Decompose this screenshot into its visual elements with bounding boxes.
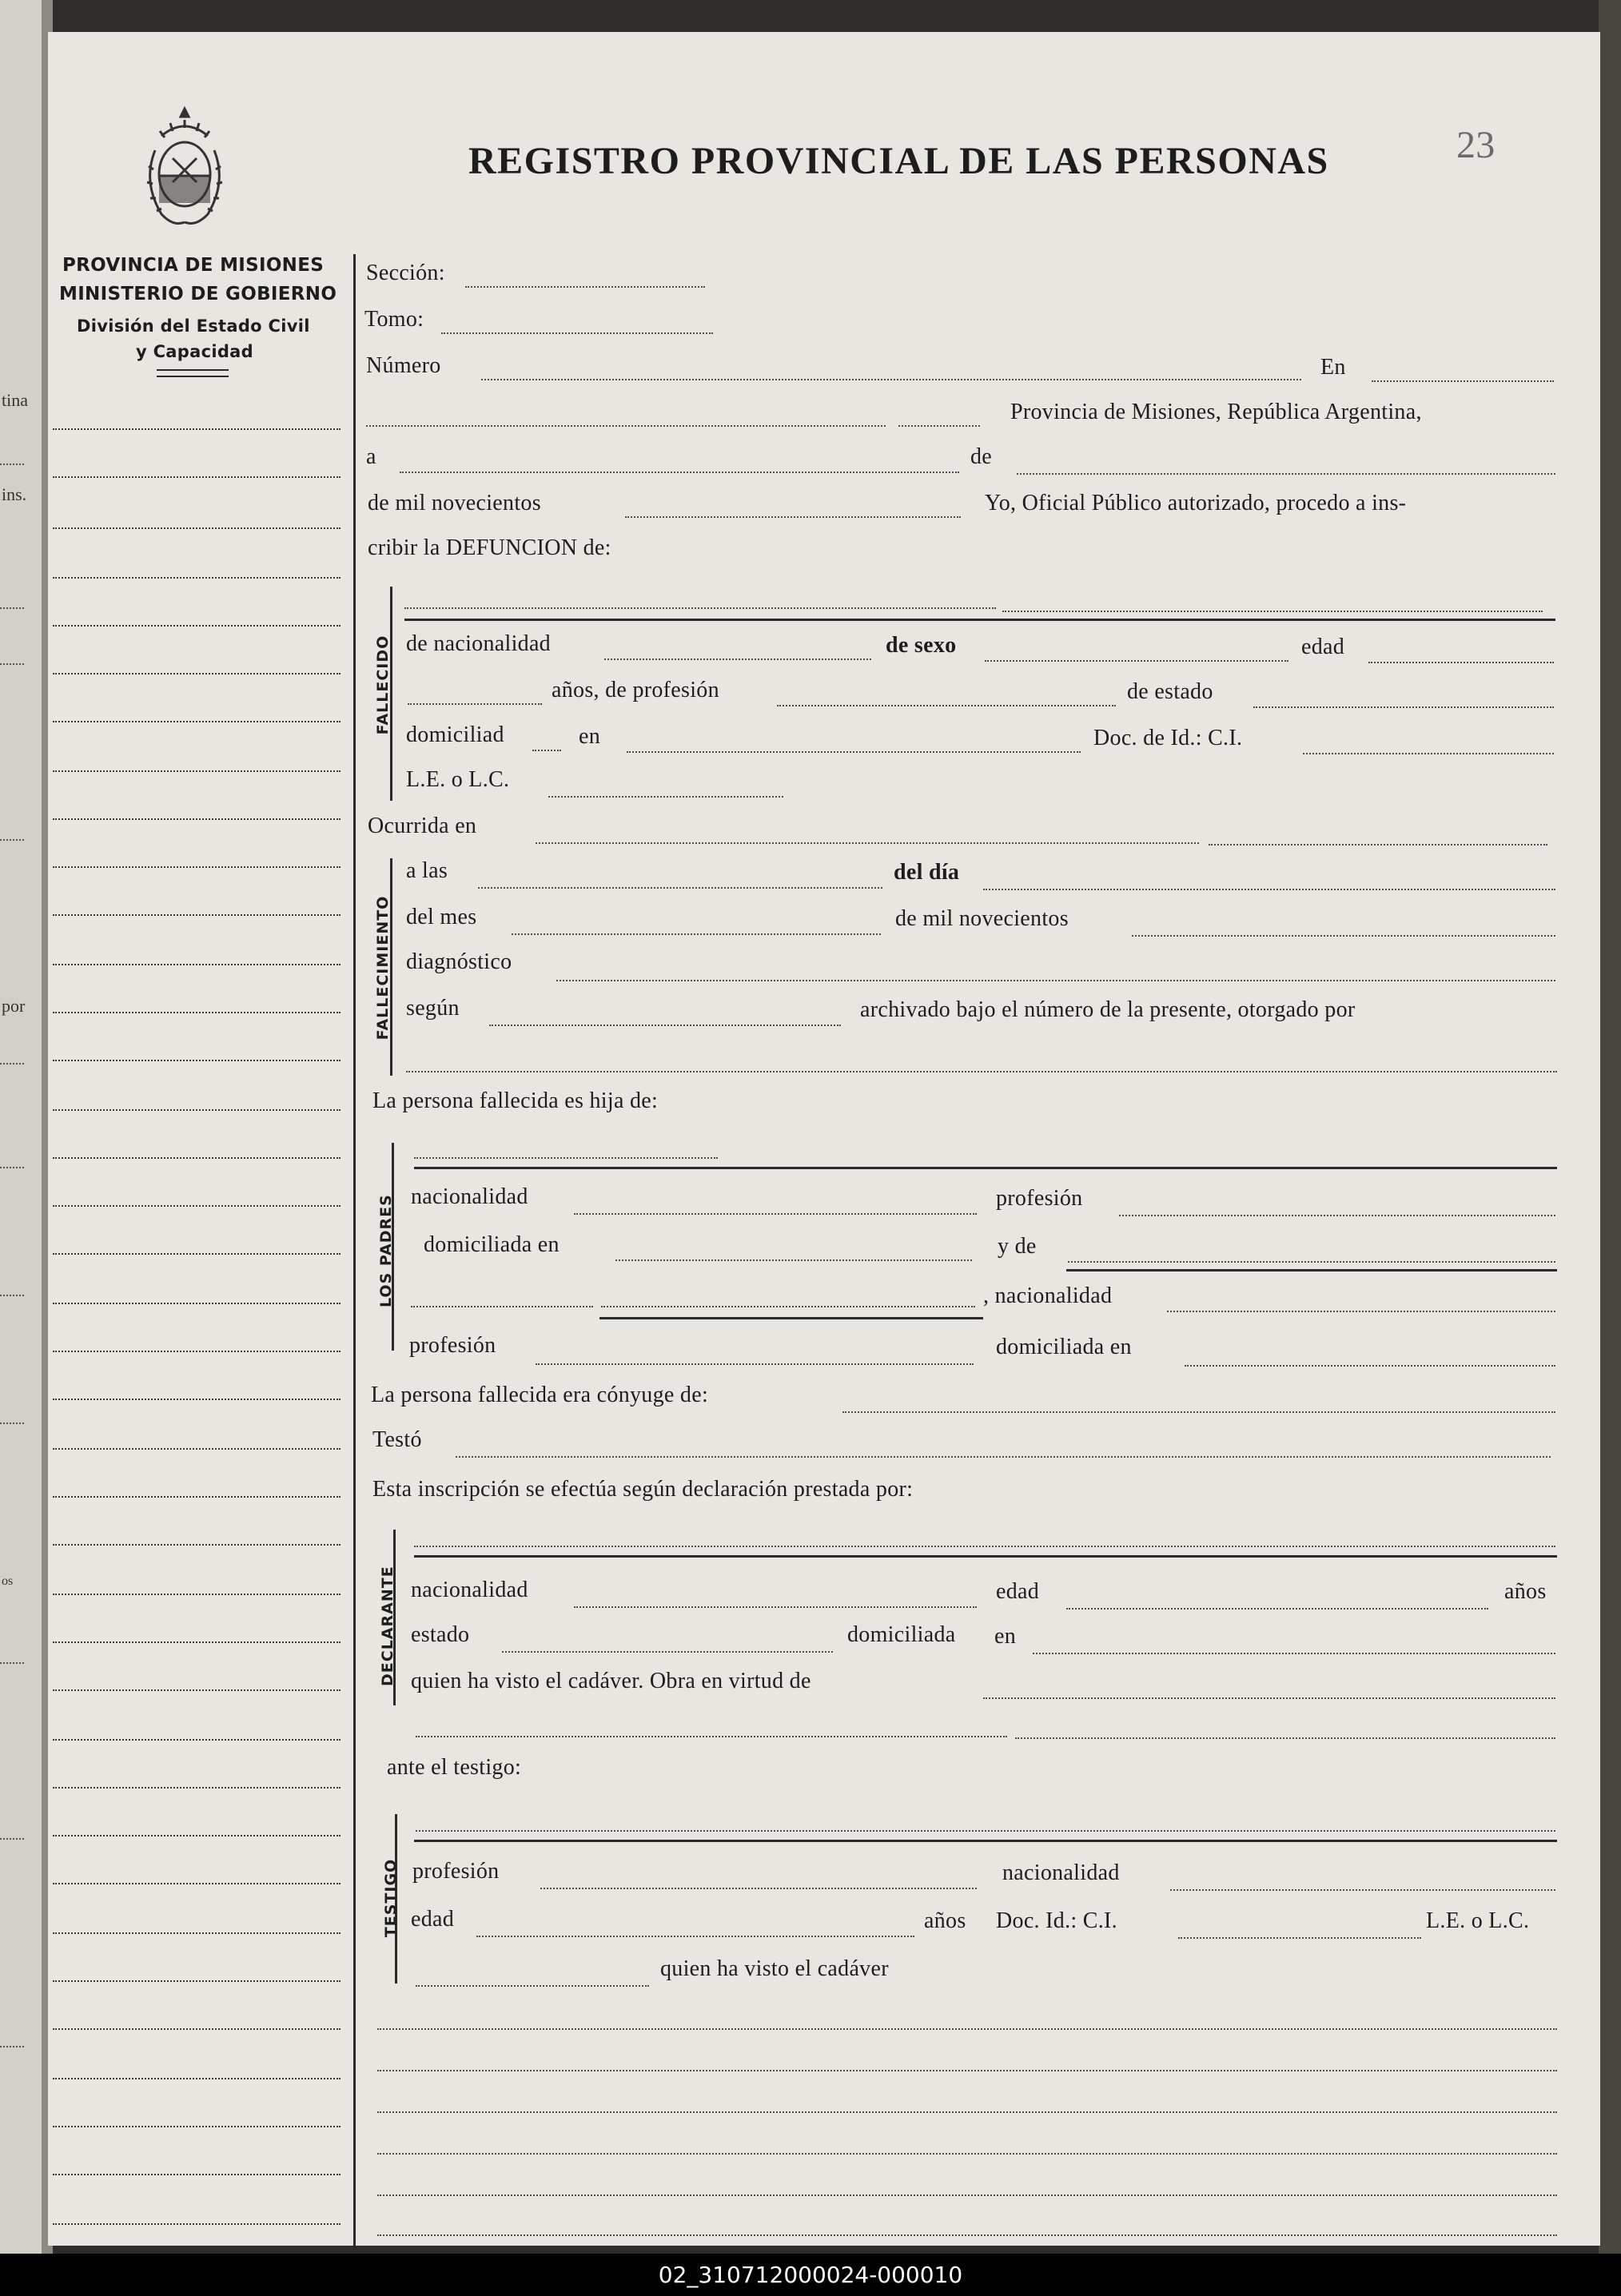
- label-le-lc-testigo: L.E. o L.C.: [1426, 1908, 1530, 1933]
- field-en[interactable]: [1372, 380, 1554, 382]
- label-cribir: cribir la DEFUNCION de:: [368, 535, 611, 560]
- field-numero[interactable]: [481, 379, 1301, 380]
- field-profesion-testigo[interactable]: [540, 1888, 977, 1889]
- label-domiciliada-en: domiciliada en: [424, 1232, 560, 1257]
- field-nacionalidad[interactable]: [604, 659, 871, 660]
- label-doc-id-testigo: Doc. Id.: C.I.: [996, 1908, 1117, 1933]
- org-division: División del Estado Civil: [77, 316, 310, 336]
- field-estado[interactable]: [1253, 706, 1554, 708]
- label-hija-de: La persona fallecida es hija de:: [372, 1088, 659, 1113]
- left-page-fragment: por: [2, 996, 26, 1016]
- field-madre[interactable]: [1068, 1261, 1555, 1263]
- field-domicilio-declarante[interactable]: [1033, 1653, 1555, 1654]
- label-yo: Yo, Oficial Público autorizado, procedo a ins-: [985, 491, 1407, 515]
- field-ci-testigo[interactable]: [1178, 1937, 1421, 1939]
- org-ministry: MINISTERIO DE GOBIERNO: [59, 284, 337, 304]
- field-dia[interactable]: [400, 472, 959, 473]
- document-title: REGISTRO PROVINCIAL DE LAS PERSONAS: [468, 140, 1329, 182]
- org-province: PROVINCIA DE MISIONES: [62, 255, 325, 276]
- field-profesion-padre[interactable]: [1119, 1215, 1555, 1216]
- section-label-declarante: DECLARANTE: [379, 1566, 396, 1686]
- field-nacionalidad-madre[interactable]: [1167, 1311, 1555, 1312]
- label-estado-declarante: estado: [411, 1622, 470, 1647]
- field-nombre-fallecido[interactable]: [404, 607, 996, 609]
- field-nacionalidad-declarante[interactable]: [574, 1606, 977, 1608]
- label-edad-declarante: edad: [996, 1579, 1040, 1604]
- field-edad-declarante[interactable]: [1066, 1608, 1488, 1610]
- section-label-testigo: TESTIGO: [382, 1858, 400, 1938]
- field-localidad[interactable]: [366, 425, 886, 427]
- label-a: a: [366, 444, 376, 469]
- field-domicilio-padre[interactable]: [615, 1259, 972, 1261]
- coat-of-arms-emblem: [137, 102, 232, 238]
- label-ante-testigo: ante el testigo:: [387, 1755, 522, 1780]
- label-profesion-padre: profesión: [996, 1186, 1083, 1211]
- field-padre[interactable]: [414, 1157, 718, 1159]
- margin-divider: [353, 254, 356, 2252]
- label-de-mil-nov: de mil novecientos: [895, 906, 1069, 931]
- label-en: en: [579, 724, 601, 749]
- field-conyuge[interactable]: [842, 1411, 1555, 1413]
- label-de-mil: de mil novecientos: [368, 491, 541, 515]
- field-diagnostico[interactable]: [556, 980, 1555, 981]
- label-conyuge: La persona fallecida era cónyuge de:: [371, 1383, 709, 1407]
- label-nacionalidad-madre: , nacionalidad: [983, 1283, 1113, 1308]
- field-segun[interactable]: [489, 1025, 841, 1026]
- image-identifier: 02_310712000024-000010: [658, 2262, 963, 2288]
- left-page-fragment: os: [2, 1574, 14, 1588]
- field-profesion-madre[interactable]: [536, 1363, 974, 1365]
- section-label-fallecimiento: FALLECIMIENTO: [374, 895, 392, 1041]
- field-estado-declarante[interactable]: [502, 1651, 833, 1653]
- label-numero: Número: [366, 353, 441, 378]
- label-en-declarante: en: [994, 1624, 1017, 1649]
- previous-page-edge: [0, 0, 48, 2254]
- field-mes[interactable]: [1017, 473, 1555, 475]
- section-label-padres: LOS PADRES: [377, 1194, 395, 1307]
- left-page-fragment: ins.: [2, 484, 27, 504]
- label-domiciliad: domiciliad: [406, 722, 504, 747]
- label-anos: años: [1504, 1579, 1547, 1604]
- label-del-dia: del día: [894, 860, 960, 885]
- label-edad-testigo: edad: [411, 1907, 455, 1932]
- field-lugar[interactable]: [536, 842, 1199, 844]
- label-de-estado: de estado: [1127, 679, 1213, 704]
- label-de-nacionalidad: de nacionalidad: [406, 631, 551, 656]
- field-obra-virtud[interactable]: [983, 1697, 1555, 1699]
- field-sexo[interactable]: [985, 660, 1288, 662]
- label-quien-visto-testigo: quien ha visto el cadáver: [660, 1956, 889, 1981]
- label-domiciliada: domiciliada: [847, 1622, 956, 1647]
- field-nacionalidad-padre[interactable]: [574, 1213, 977, 1215]
- label-segun: según: [406, 996, 460, 1021]
- document-page: [48, 32, 1600, 2246]
- book-spine-edge: [1599, 0, 1621, 2254]
- label-inscripcion: Esta inscripción se efectúa según declaración prestada por:: [372, 1477, 914, 1502]
- field-otorgado-por[interactable]: [406, 1071, 1557, 1072]
- field-testigo[interactable]: [416, 1830, 1555, 1832]
- field-ci[interactable]: [1303, 753, 1554, 754]
- field-domicilio-madre[interactable]: [1185, 1365, 1555, 1367]
- label-tomo: Tomo:: [364, 307, 424, 332]
- section-label-fallecido: FALLECIDO: [374, 635, 392, 735]
- field-anio[interactable]: [625, 516, 961, 518]
- label-doc-id: Doc. de Id.: C.I.: [1093, 726, 1243, 750]
- label-archivado: archivado bajo el número de la presente, otorgado por: [860, 997, 1356, 1022]
- label-profesion-madre: profesión: [409, 1333, 496, 1358]
- left-page-fragment: tina: [2, 390, 28, 410]
- label-profesion-testigo: profesión: [412, 1859, 500, 1884]
- field-mes-fallecimiento[interactable]: [512, 933, 881, 935]
- label-quien-visto: quien ha visto el cadáver. Obra en virtud de: [411, 1669, 811, 1693]
- field-declarante[interactable]: [414, 1546, 1555, 1547]
- label-nacionalidad-declarante: nacionalidad: [411, 1578, 528, 1602]
- label-provincia: Provincia de Misiones, República Argentina,: [1010, 400, 1422, 424]
- label-testo: Testó: [372, 1427, 422, 1452]
- field-nacionalidad-testigo[interactable]: [1170, 1889, 1555, 1891]
- label-del-mes: del mes: [406, 905, 477, 929]
- page-number: 23: [1456, 124, 1496, 166]
- field-le-lc[interactable]: [548, 796, 783, 798]
- label-edad: edad: [1301, 635, 1345, 659]
- field-edad-testigo[interactable]: [476, 1936, 914, 1937]
- label-y-de: y de: [998, 1234, 1037, 1259]
- field-edad[interactable]: [1368, 662, 1554, 663]
- label-a-las: a las: [406, 858, 448, 883]
- field-seccion[interactable]: [465, 286, 705, 288]
- label-le-lc: L.E. o L.C.: [406, 767, 510, 792]
- label-nacionalidad-padre: nacionalidad: [411, 1184, 528, 1209]
- field-domicilio[interactable]: [627, 751, 1081, 753]
- label-de-sexo: de sexo: [886, 633, 957, 658]
- label-anos-testigo: años: [924, 1908, 966, 1933]
- label-domiciliada-en-madre: domiciliada en: [996, 1335, 1132, 1359]
- field-profesion[interactable]: [777, 705, 1116, 706]
- field-anio-fallecimiento[interactable]: [1132, 935, 1555, 937]
- label-nacionalidad-testigo: nacionalidad: [1002, 1860, 1120, 1885]
- org-capacidad: y Capacidad: [136, 342, 253, 361]
- label-ocurrida: Ocurrida en: [368, 814, 477, 838]
- label-en: En: [1320, 355, 1346, 380]
- field-dia-fallecimiento[interactable]: [983, 889, 1555, 890]
- label-seccion: Sección:: [366, 261, 445, 285]
- field-hora[interactable]: [478, 887, 882, 889]
- label-anos-profesion: años, de profesión: [552, 678, 719, 702]
- field-testo[interactable]: [456, 1456, 1551, 1458]
- field-tomo[interactable]: [441, 332, 713, 334]
- label-diagnostico: diagnóstico: [406, 949, 512, 974]
- field-anos[interactable]: [408, 703, 542, 705]
- label-de: de: [970, 444, 993, 469]
